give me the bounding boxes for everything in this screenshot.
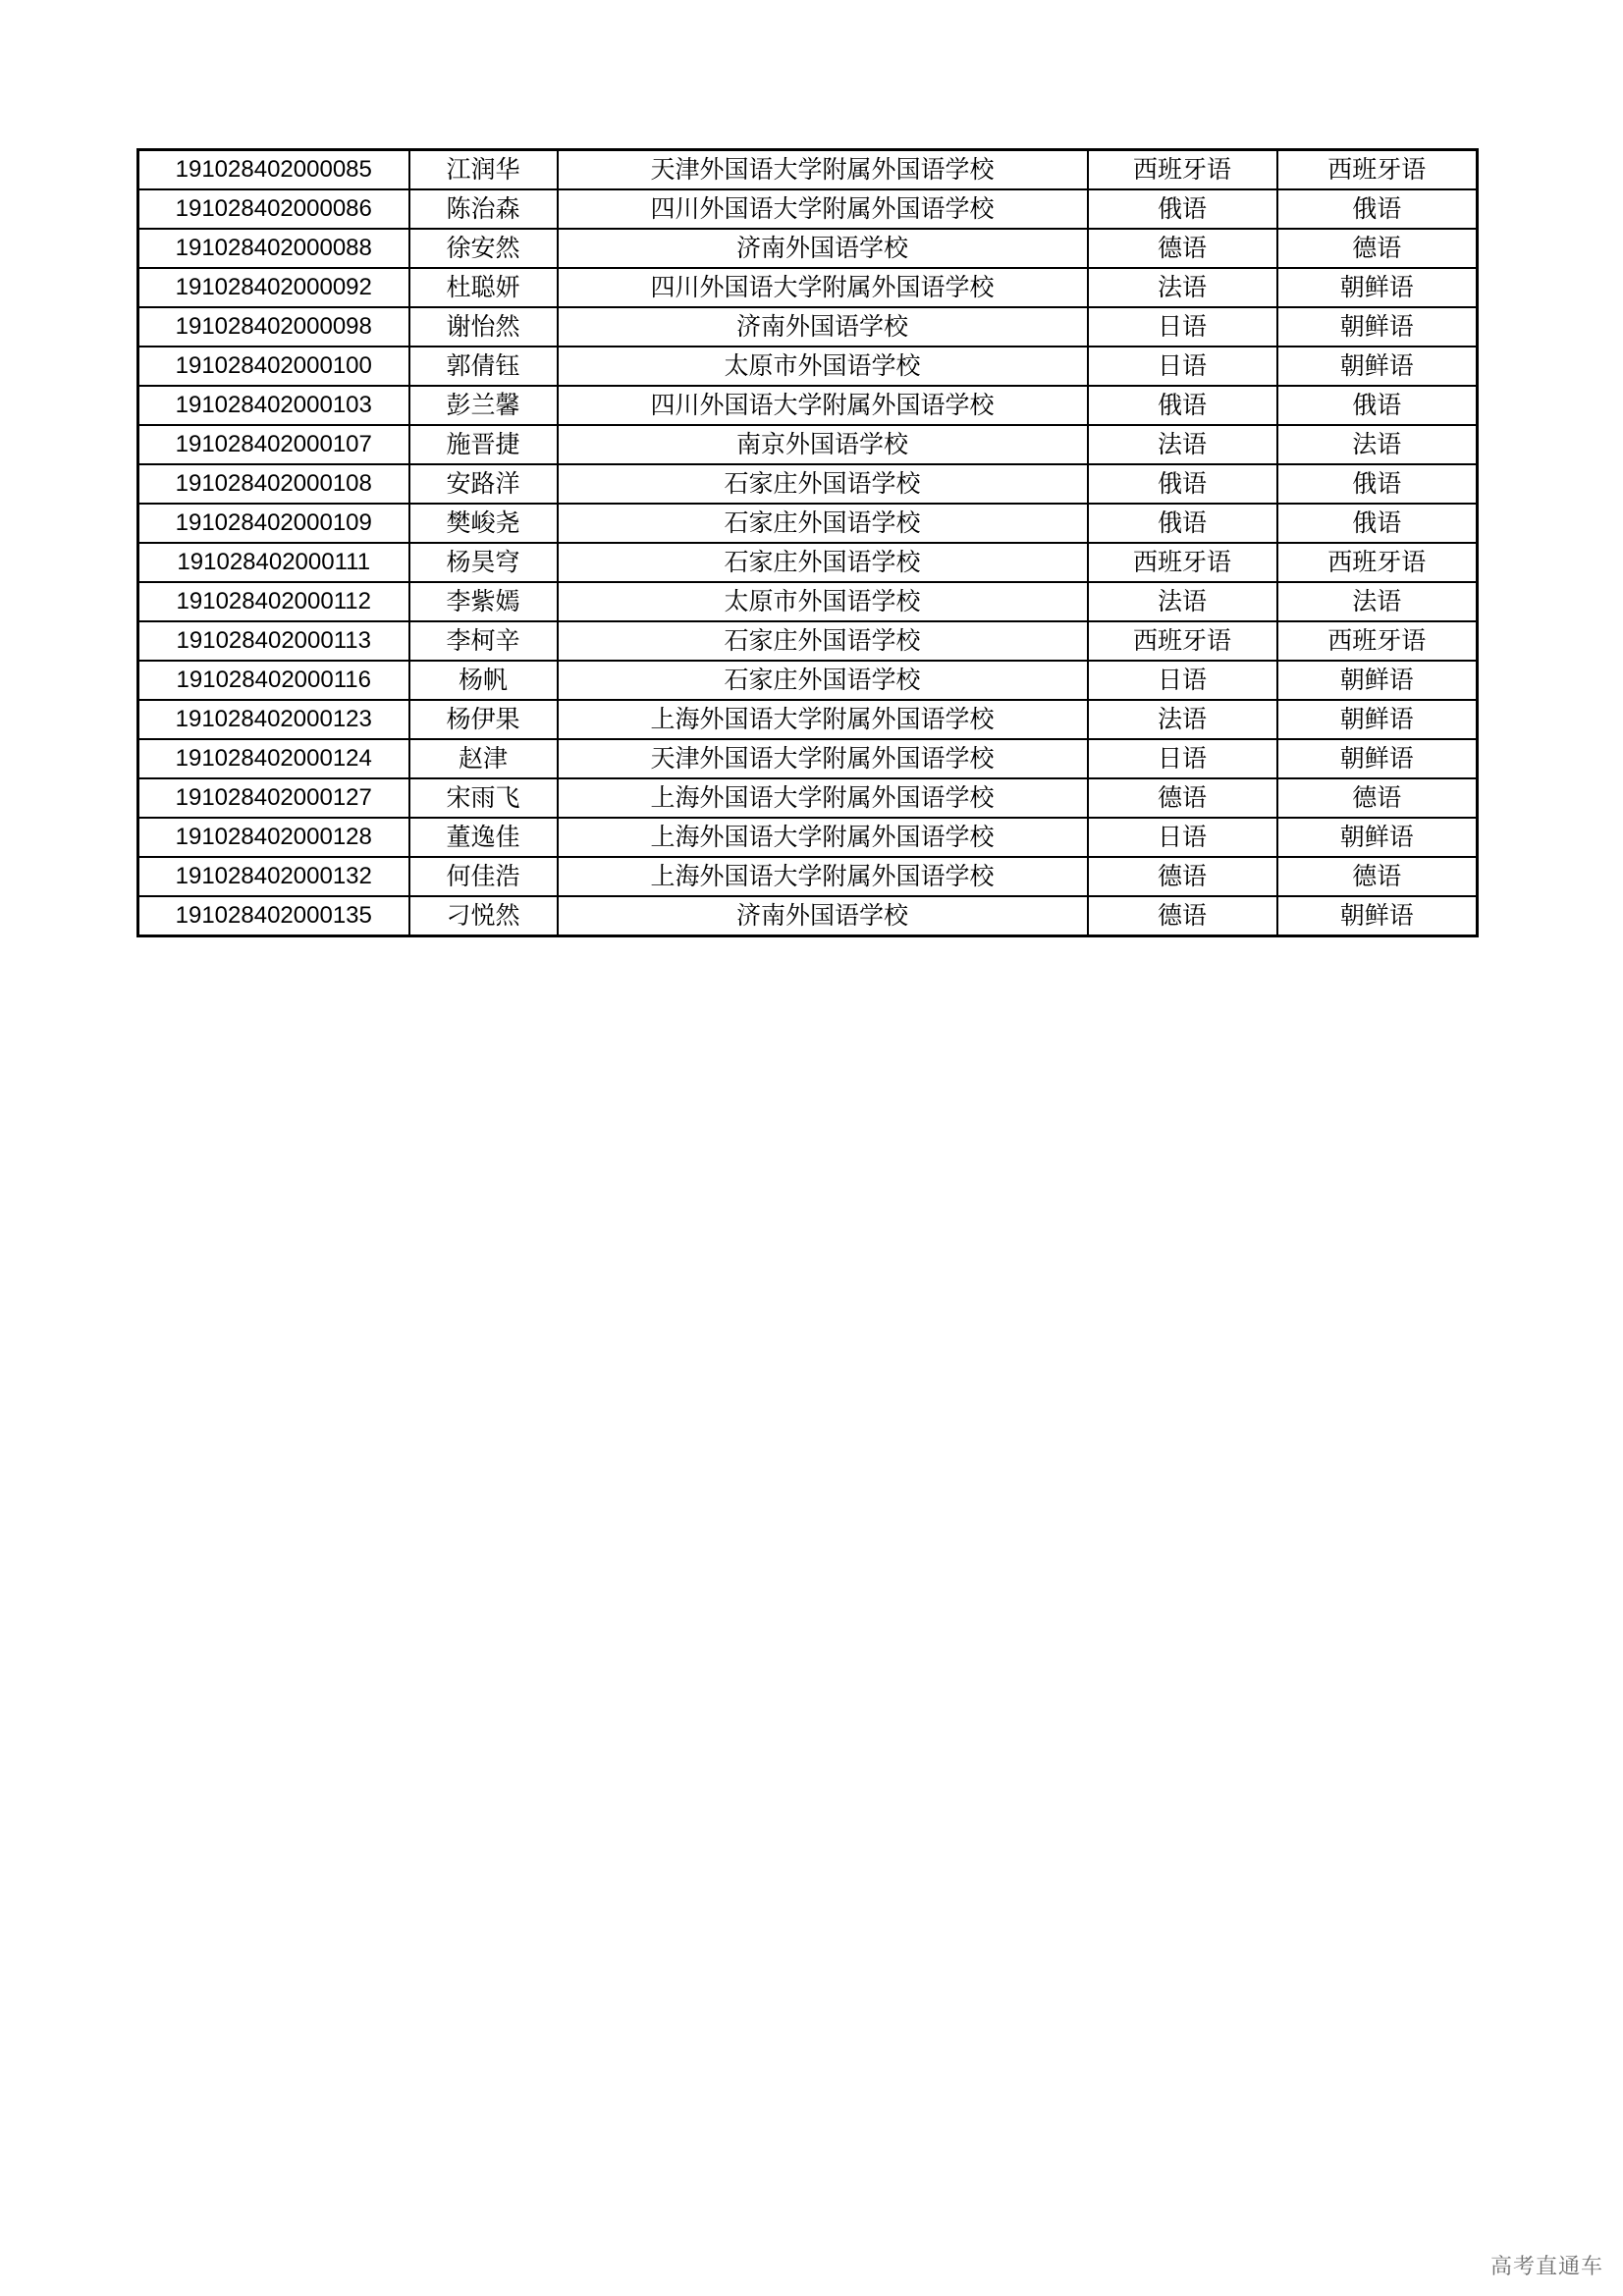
candidate-id-cell: 191028402000103 [138,386,409,425]
candidate-id-cell: 191028402000128 [138,818,409,857]
school-name-cell: 天津外国语大学附属外国语学校 [558,739,1088,778]
candidate-id-cell: 191028402000088 [138,229,409,268]
candidate-id-cell: 191028402000111 [138,543,409,582]
table-row [138,739,1478,778]
candidate-id-cell: 191028402000135 [138,896,409,936]
school-name-cell: 济南外国语学校 [558,307,1088,347]
student-name-cell: 刁悦然 [409,896,558,936]
candidate-id-cell: 191028402000109 [138,504,409,543]
student-name-cell: 彭兰馨 [409,386,558,425]
admitted-language-cell: 西班牙语 [1277,150,1478,190]
studied-language-cell: 德语 [1088,857,1277,896]
candidate-id-cell: 191028402000085 [138,150,409,190]
studied-language-cell: 德语 [1088,229,1277,268]
student-name-cell: 安路洋 [409,464,558,504]
studied-language-cell: 俄语 [1088,189,1277,229]
studied-language-cell: 西班牙语 [1088,150,1277,190]
admitted-language-cell: 俄语 [1277,386,1478,425]
studied-language-cell: 西班牙语 [1088,621,1277,661]
candidate-id-cell: 191028402000107 [138,425,409,464]
table-row [138,582,1478,621]
studied-language-cell: 日语 [1088,818,1277,857]
table-row [138,504,1478,543]
studied-language-cell: 俄语 [1088,464,1277,504]
admitted-language-cell: 朝鲜语 [1277,739,1478,778]
table-row [138,700,1478,739]
school-name-cell: 天津外国语大学附属外国语学校 [558,150,1088,190]
studied-language-cell: 德语 [1088,778,1277,818]
student-name-cell: 施晋捷 [409,425,558,464]
student-name-cell: 杨昊穹 [409,543,558,582]
admitted-language-cell: 俄语 [1277,189,1478,229]
school-name-cell: 太原市外国语学校 [558,582,1088,621]
candidate-id-cell: 191028402000116 [138,661,409,700]
studied-language-cell: 俄语 [1088,386,1277,425]
student-name-cell: 徐安然 [409,229,558,268]
student-name-cell: 郭倩钰 [409,347,558,386]
table-row [138,347,1478,386]
student-name-cell: 杨伊果 [409,700,558,739]
student-name-cell: 李柯辛 [409,621,558,661]
student-name-cell: 宋雨飞 [409,778,558,818]
candidate-id-cell: 191028402000127 [138,778,409,818]
table-row [138,857,1478,896]
candidate-id-cell: 191028402000108 [138,464,409,504]
studied-language-cell: 德语 [1088,896,1277,936]
admitted-language-cell: 德语 [1277,857,1478,896]
school-name-cell: 石家庄外国语学校 [558,621,1088,661]
admitted-language-cell: 朝鲜语 [1277,268,1478,307]
school-name-cell: 石家庄外国语学校 [558,661,1088,700]
student-name-cell: 杨帆 [409,661,558,700]
school-name-cell: 上海外国语大学附属外国语学校 [558,857,1088,896]
admitted-language-cell: 朝鲜语 [1277,661,1478,700]
school-name-cell: 石家庄外国语学校 [558,504,1088,543]
admitted-language-cell: 朝鲜语 [1277,896,1478,936]
candidate-id-cell: 191028402000123 [138,700,409,739]
school-name-cell: 南京外国语学校 [558,425,1088,464]
table-row [138,896,1478,936]
table-row [138,661,1478,700]
student-name-cell: 杜聪妍 [409,268,558,307]
table-row [138,268,1478,307]
table-row [138,150,1478,190]
student-name-cell: 赵津 [409,739,558,778]
candidate-id-cell: 191028402000098 [138,307,409,347]
studied-language-cell: 法语 [1088,268,1277,307]
student-name-cell: 陈治森 [409,189,558,229]
studied-language-cell: 法语 [1088,700,1277,739]
admitted-language-cell: 西班牙语 [1277,543,1478,582]
student-name-cell: 李紫嫣 [409,582,558,621]
table-row [138,621,1478,661]
studied-language-cell: 法语 [1088,582,1277,621]
admitted-language-cell: 朝鲜语 [1277,818,1478,857]
table-row [138,307,1478,347]
table-row [138,778,1478,818]
studied-language-cell: 日语 [1088,661,1277,700]
school-name-cell: 四川外国语大学附属外国语学校 [558,386,1088,425]
candidate-id-cell: 191028402000124 [138,739,409,778]
studied-language-cell: 日语 [1088,347,1277,386]
studied-language-cell: 法语 [1088,425,1277,464]
candidate-id-cell: 191028402000113 [138,621,409,661]
table-row [138,425,1478,464]
candidate-id-cell: 191028402000100 [138,347,409,386]
admitted-language-cell: 朝鲜语 [1277,307,1478,347]
school-name-cell: 石家庄外国语学校 [558,464,1088,504]
watermark-text: 高考直通车 [1489,2255,1603,2279]
admitted-language-cell: 法语 [1277,582,1478,621]
school-name-cell: 济南外国语学校 [558,896,1088,936]
student-name-cell: 谢怡然 [409,307,558,347]
school-name-cell: 上海外国语大学附属外国语学校 [558,700,1088,739]
admitted-language-cell: 西班牙语 [1277,621,1478,661]
table-row [138,386,1478,425]
roster-table [136,148,1479,937]
student-name-cell: 江润华 [409,150,558,190]
candidate-id-cell: 191028402000132 [138,857,409,896]
school-name-cell: 四川外国语大学附属外国语学校 [558,189,1088,229]
student-name-cell: 何佳浩 [409,857,558,896]
table-row [138,229,1478,268]
student-name-cell: 樊峻尧 [409,504,558,543]
table-row [138,464,1478,504]
school-name-cell: 上海外国语大学附属外国语学校 [558,818,1088,857]
studied-language-cell: 日语 [1088,307,1277,347]
admitted-language-cell: 朝鲜语 [1277,347,1478,386]
candidate-id-cell: 191028402000086 [138,189,409,229]
table-row [138,543,1478,582]
candidate-id-cell: 191028402000112 [138,582,409,621]
table-row [138,189,1478,229]
school-name-cell: 济南外国语学校 [558,229,1088,268]
studied-language-cell: 西班牙语 [1088,543,1277,582]
table-row [138,818,1478,857]
school-name-cell: 上海外国语大学附属外国语学校 [558,778,1088,818]
admitted-language-cell: 德语 [1277,778,1478,818]
school-name-cell: 石家庄外国语学校 [558,543,1088,582]
school-name-cell: 太原市外国语学校 [558,347,1088,386]
school-name-cell: 四川外国语大学附属外国语学校 [558,268,1088,307]
admitted-language-cell: 俄语 [1277,504,1478,543]
admitted-language-cell: 朝鲜语 [1277,700,1478,739]
studied-language-cell: 俄语 [1088,504,1277,543]
admitted-language-cell: 德语 [1277,229,1478,268]
candidate-id-cell: 191028402000092 [138,268,409,307]
admitted-language-cell: 法语 [1277,425,1478,464]
roster-table-body [138,150,1478,936]
student-name-cell: 董逸佳 [409,818,558,857]
admitted-language-cell: 俄语 [1277,464,1478,504]
studied-language-cell: 日语 [1088,739,1277,778]
